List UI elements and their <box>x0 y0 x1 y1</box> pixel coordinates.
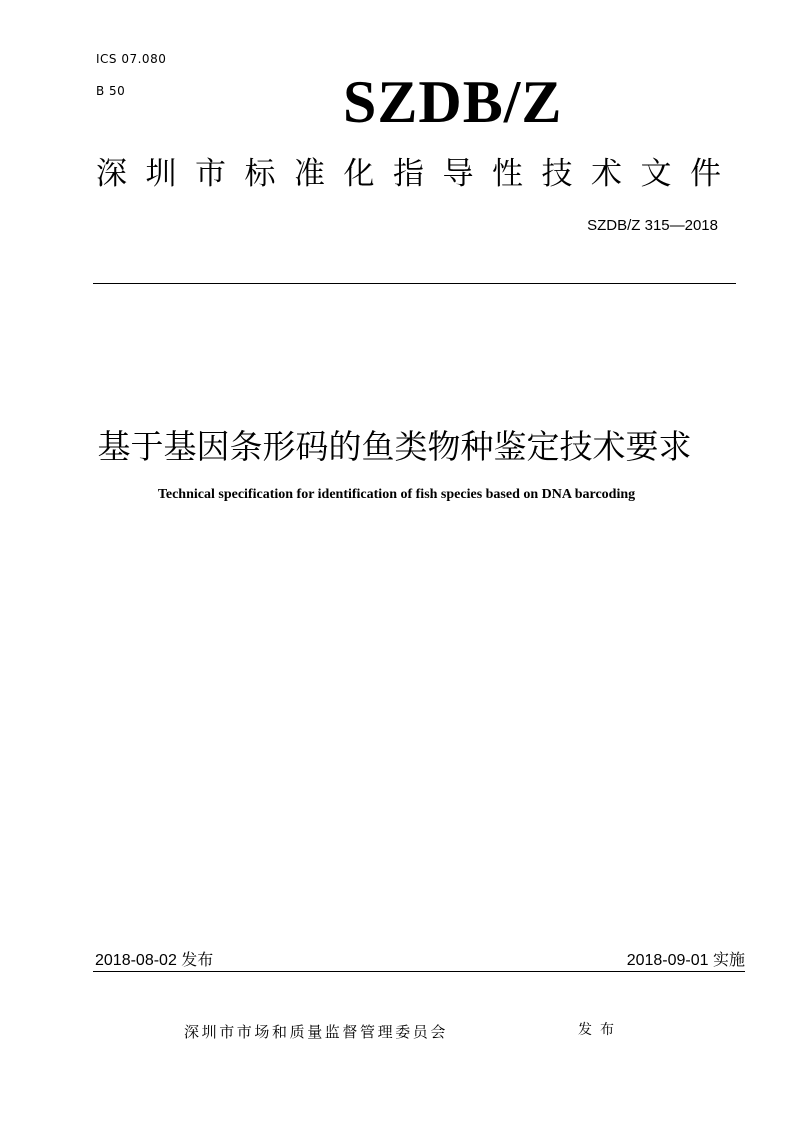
title-english: Technical specification for identification of fish species based on DNA barcoding <box>157 487 636 502</box>
document-type: 深圳市标准化指导性技术文件 <box>96 156 740 192</box>
document-number: SZDB/Z 315—2018 <box>587 217 718 234</box>
classification-code: B 50 <box>96 84 126 98</box>
ics-code: ICS 07.080 <box>96 52 167 66</box>
issue-date: 2018-08-02 发布 <box>95 952 214 969</box>
issuer-action: 发布 <box>578 1022 622 1038</box>
implementation-date: 2018-09-01 实施 <box>626 952 745 969</box>
issuing-authority: 深圳市市场和质量监督管理委员会 <box>184 1023 449 1041</box>
standard-code: SZDB/Z <box>343 69 563 135</box>
title-chinese: 基于基因条形码的鱼类物种鉴定技术要求 <box>97 427 692 466</box>
footer-divider <box>93 971 745 972</box>
header-divider <box>93 283 736 284</box>
